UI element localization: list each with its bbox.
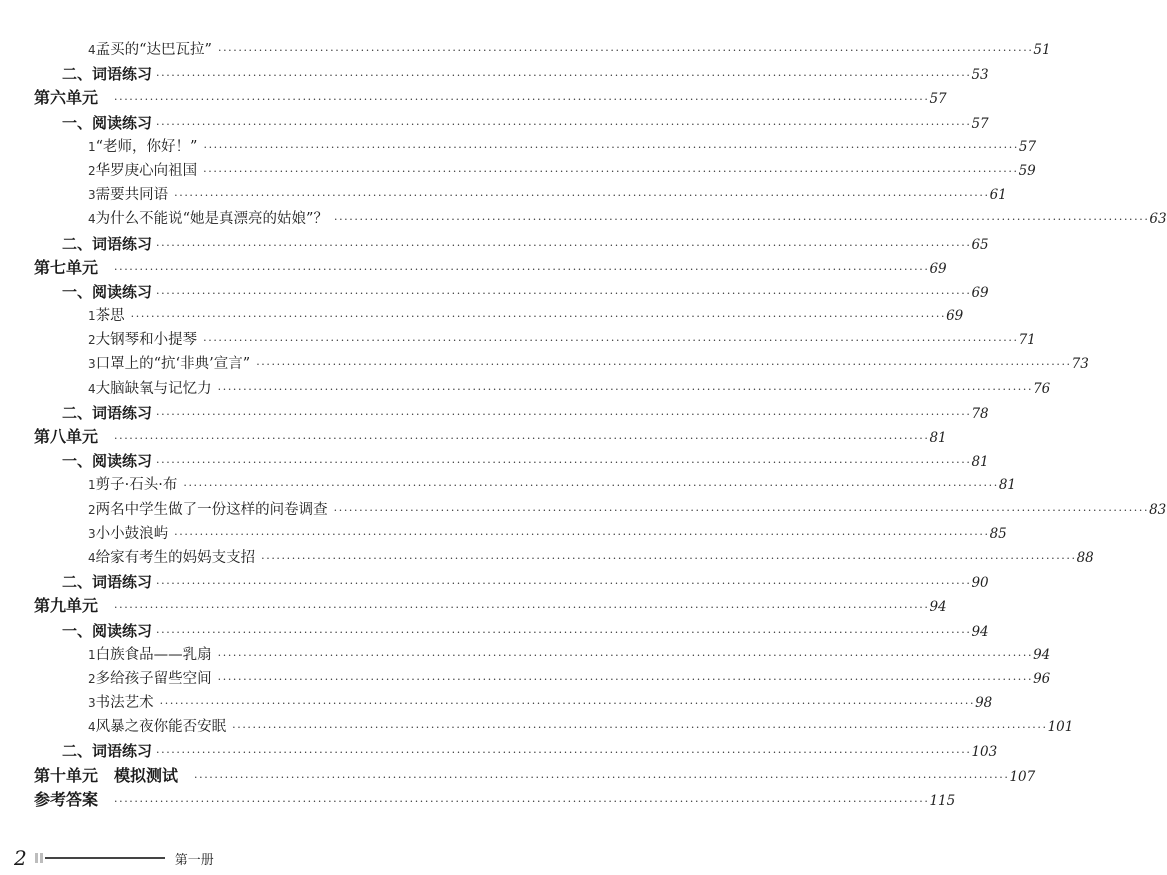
toc-entry-title: 多给孩子留些空间 bbox=[95, 670, 212, 687]
toc-entry-page-number: 53 bbox=[971, 67, 989, 84]
toc-entry-lesson[interactable] bbox=[0, 715, 1074, 739]
dot-leader: ································································································································································ bbox=[333, 503, 1150, 517]
dot-leader: ································································································································································ bbox=[156, 407, 972, 421]
dot-leader: ································································································································································ bbox=[174, 527, 990, 541]
toc-entry-number: 4 bbox=[88, 720, 96, 735]
toc-entry-page-number: 57 bbox=[929, 91, 947, 108]
dot-leader: ································································································································································ bbox=[156, 69, 972, 83]
toc-entry-number: 1 bbox=[88, 647, 96, 662]
toc-entry-section[interactable] bbox=[0, 570, 989, 594]
toc-entry-page-number: 63 bbox=[1149, 211, 1167, 228]
toc-entry-page-number: 69 bbox=[971, 284, 989, 301]
footer-rule bbox=[45, 857, 165, 859]
toc-entry-title: 为什么不能说“她是真漂亮的姑娘”？ bbox=[95, 211, 328, 228]
toc-entry-number: 3 bbox=[88, 526, 96, 541]
toc-entry-page-number: 57 bbox=[1018, 138, 1037, 155]
toc-entry-unit[interactable] bbox=[0, 764, 1036, 788]
toc-entry-page-number: 81 bbox=[929, 430, 947, 446]
toc-entry-page-number: 51 bbox=[1033, 42, 1051, 58]
toc-entry-title: 大脑缺氧与记忆力 bbox=[95, 380, 212, 397]
toc-entry-section[interactable] bbox=[0, 401, 989, 425]
toc-entry-page-number: 115 bbox=[929, 792, 956, 809]
toc-entry-unit[interactable] bbox=[0, 86, 947, 110]
toc-entry-number: 2 bbox=[88, 333, 96, 348]
toc-entry-number: 4 bbox=[88, 212, 96, 227]
toc-entry-title: 剪子·石头·布 bbox=[95, 477, 178, 494]
toc-entry-lesson[interactable] bbox=[0, 38, 1051, 62]
toc-entry-title: 华罗庚心向祖国 bbox=[95, 162, 198, 179]
dot-leader: ································································································································································ bbox=[203, 334, 1019, 348]
dot-leader: ································································································································································ bbox=[194, 770, 1010, 784]
toc-entry-title: 风暴之夜你能否安眠 bbox=[95, 719, 227, 736]
toc-entry-number: 3 bbox=[88, 188, 96, 203]
dot-leader: ································································································································································ bbox=[217, 44, 1034, 57]
toc-entry-page-number: 57 bbox=[971, 115, 989, 132]
toc-entry-page-number: 69 bbox=[946, 308, 964, 325]
toc-entry-lesson[interactable] bbox=[0, 667, 1051, 691]
toc-entry-title: 一、阅读练习 bbox=[62, 113, 153, 132]
toc-entry-title: 茶思 bbox=[95, 308, 125, 325]
toc-entry-unit[interactable] bbox=[0, 788, 956, 812]
toc-entry-title: 孟买的“达巴瓦拉” bbox=[95, 42, 212, 58]
toc-entry-lesson[interactable] bbox=[0, 159, 1036, 183]
footer-volume-label: 第一册 bbox=[174, 852, 214, 868]
toc-entry-title: 第七单元 bbox=[34, 257, 99, 277]
toc-entry-section[interactable] bbox=[0, 111, 989, 135]
toc-entry-lesson[interactable] bbox=[0, 522, 1007, 546]
toc-entry-page-number: 83 bbox=[1149, 501, 1167, 518]
toc-entry-title: 二、词语练习 bbox=[62, 65, 153, 84]
toc-entry-title: 一、阅读练习 bbox=[62, 621, 153, 640]
dot-leader: ································································································································································ bbox=[156, 286, 972, 300]
toc-entry-title: 二、词语练习 bbox=[62, 742, 153, 761]
dot-leader: ································································································································································ bbox=[232, 721, 1048, 735]
toc-entry-page-number: 88 bbox=[1076, 549, 1094, 566]
toc-entry-unit[interactable] bbox=[0, 425, 947, 449]
toc-entry-lesson[interactable] bbox=[0, 207, 1167, 231]
toc-entry-title: 参考答案 bbox=[34, 789, 99, 809]
toc-entry-title: 二、词语练习 bbox=[62, 573, 153, 592]
toc-entry-lesson[interactable] bbox=[0, 546, 1094, 570]
toc-entry-title: 一、阅读练习 bbox=[62, 452, 153, 471]
toc-entry-number: 1 bbox=[88, 309, 96, 324]
toc-entry-number: 4 bbox=[88, 550, 96, 565]
toc-entry-unit[interactable] bbox=[0, 594, 947, 618]
toc-entry-title: 第八单元 bbox=[34, 427, 99, 446]
toc-entry-lesson[interactable] bbox=[0, 135, 1037, 159]
dot-leader: ································································································································································ bbox=[256, 358, 1072, 372]
toc-entry-page-number: 96 bbox=[1033, 670, 1051, 687]
toc-entry-page-number: 81 bbox=[998, 477, 1016, 494]
toc-entry-title: 书法艺术 bbox=[95, 695, 154, 712]
dot-leader: ································································································································································ bbox=[261, 551, 1077, 565]
toc-entry-title: 二、词语练习 bbox=[62, 403, 153, 422]
toc-entry-lesson[interactable] bbox=[0, 498, 1167, 522]
toc-entry-title: 第九单元 bbox=[34, 596, 99, 616]
toc-entry-page-number: 103 bbox=[971, 744, 998, 761]
toc-entry-page-number: 73 bbox=[1071, 356, 1089, 373]
toc-entry-lesson[interactable] bbox=[0, 304, 964, 328]
toc-entry-title: 给家有考生的妈妈支支招 bbox=[95, 549, 256, 566]
toc-entry-lesson[interactable] bbox=[0, 643, 1051, 667]
toc-entry-number: 1 bbox=[88, 139, 96, 154]
toc-entry-title: 需要共同语 bbox=[95, 187, 169, 204]
toc-entry-lesson[interactable] bbox=[0, 691, 993, 715]
toc-entry-number: 4 bbox=[88, 43, 96, 57]
toc-entry-section[interactable] bbox=[0, 739, 998, 763]
dot-leader: ································································································································································ bbox=[156, 625, 972, 639]
dot-leader: ································································································································································ bbox=[333, 213, 1150, 227]
toc-entry-page-number: 85 bbox=[989, 525, 1007, 542]
toc-entry-title: 两名中学生做了一份这样的问卷调查 bbox=[95, 501, 328, 518]
dot-leader: ································································································································································ bbox=[156, 456, 972, 470]
toc-entry-lesson[interactable] bbox=[0, 377, 1051, 401]
toc-entry-page-number: 65 bbox=[971, 236, 989, 253]
toc-entry-page-number: 94 bbox=[1033, 646, 1051, 663]
toc-entry-title: 二、词语练习 bbox=[62, 234, 153, 253]
toc-entry-lesson[interactable] bbox=[0, 328, 1036, 352]
dot-leader: ································································································································································ bbox=[203, 140, 1019, 154]
dot-leader: ································································································································································ bbox=[114, 432, 930, 445]
footer-decoration bbox=[35, 853, 43, 863]
toc-entry-section[interactable] bbox=[0, 62, 989, 86]
toc-entry-page-number: 59 bbox=[1018, 162, 1036, 179]
toc-entry-page-number: 101 bbox=[1047, 719, 1074, 736]
footer-page-number: 2 bbox=[14, 846, 27, 870]
dot-leader: ································································································································································ bbox=[114, 262, 930, 276]
toc-entry-number: 3 bbox=[88, 357, 96, 372]
dot-leader: ································································································································································ bbox=[159, 697, 976, 711]
toc-entry-title: 一、阅读练习 bbox=[62, 282, 153, 301]
toc-entry-number: 3 bbox=[88, 696, 96, 711]
dot-leader: ································································································································································ bbox=[156, 746, 972, 760]
toc-entry-page-number: 81 bbox=[971, 454, 989, 471]
toc-entry-page-number: 71 bbox=[1018, 332, 1036, 349]
toc-entry-number: 2 bbox=[88, 671, 96, 686]
dot-leader: ································································································································································ bbox=[174, 189, 990, 203]
toc-entry-number: 2 bbox=[88, 163, 96, 178]
dot-leader: ································································································································································ bbox=[183, 479, 999, 493]
toc-entry-number: 4 bbox=[88, 381, 96, 396]
toc-entry-section[interactable] bbox=[0, 280, 989, 304]
dot-leader: ································································································································································ bbox=[156, 238, 972, 252]
dot-leader: ································································································································································ bbox=[217, 648, 1034, 662]
page-footer bbox=[14, 848, 414, 868]
toc-entry-section[interactable] bbox=[0, 619, 989, 643]
dot-leader: ································································································································································ bbox=[114, 794, 930, 808]
toc-entry-title: 白族食品——乳扇 bbox=[95, 646, 212, 663]
toc-entry-unit[interactable] bbox=[0, 256, 947, 280]
dot-leader: ································································································································································ bbox=[156, 117, 972, 131]
toc-entry-section[interactable] bbox=[0, 449, 989, 473]
toc-entry-lesson[interactable] bbox=[0, 352, 1089, 376]
dot-leader: ································································································································································ bbox=[217, 382, 1034, 396]
toc-entry-page-number: 98 bbox=[975, 695, 993, 712]
toc-entry-title: “老师，你好！” bbox=[95, 138, 198, 155]
toc-entry-title: 第六单元 bbox=[34, 88, 99, 108]
toc-entry-page-number: 94 bbox=[971, 623, 989, 640]
toc-entry-lesson[interactable] bbox=[0, 183, 1007, 207]
dot-leader: ································································································································································ bbox=[156, 577, 972, 591]
toc-entry-title: 第十单元 模拟测试 bbox=[34, 765, 179, 785]
toc-entry-title: 口罩上的“抗‘非典’宣言” bbox=[95, 356, 251, 373]
dot-leader: ································································································································································ bbox=[114, 93, 930, 107]
toc-entry-title: 大钢琴和小提琴 bbox=[95, 332, 198, 349]
table-of-contents bbox=[0, 38, 1167, 812]
toc-entry-page-number: 107 bbox=[1009, 768, 1036, 785]
dot-leader: ································································································································································ bbox=[203, 164, 1019, 178]
toc-entry-title: 小小鼓浪屿 bbox=[95, 525, 169, 542]
toc-entry-number: 2 bbox=[88, 502, 96, 517]
toc-entry-page-number: 78 bbox=[971, 405, 989, 422]
toc-entry-section[interactable] bbox=[0, 232, 989, 256]
dot-leader: ································································································································································ bbox=[130, 310, 947, 324]
toc-entry-page-number: 61 bbox=[989, 187, 1007, 204]
dot-leader: ································································································································································ bbox=[114, 601, 930, 615]
toc-entry-lesson[interactable] bbox=[0, 473, 1016, 497]
toc-entry-page-number: 90 bbox=[971, 575, 989, 592]
dot-leader: ································································································································································ bbox=[217, 672, 1034, 686]
toc-entry-page-number: 69 bbox=[929, 260, 947, 277]
toc-entry-number: 1 bbox=[88, 478, 96, 493]
toc-entry-page-number: 94 bbox=[929, 599, 947, 616]
toc-entry-page-number: 76 bbox=[1033, 380, 1051, 397]
